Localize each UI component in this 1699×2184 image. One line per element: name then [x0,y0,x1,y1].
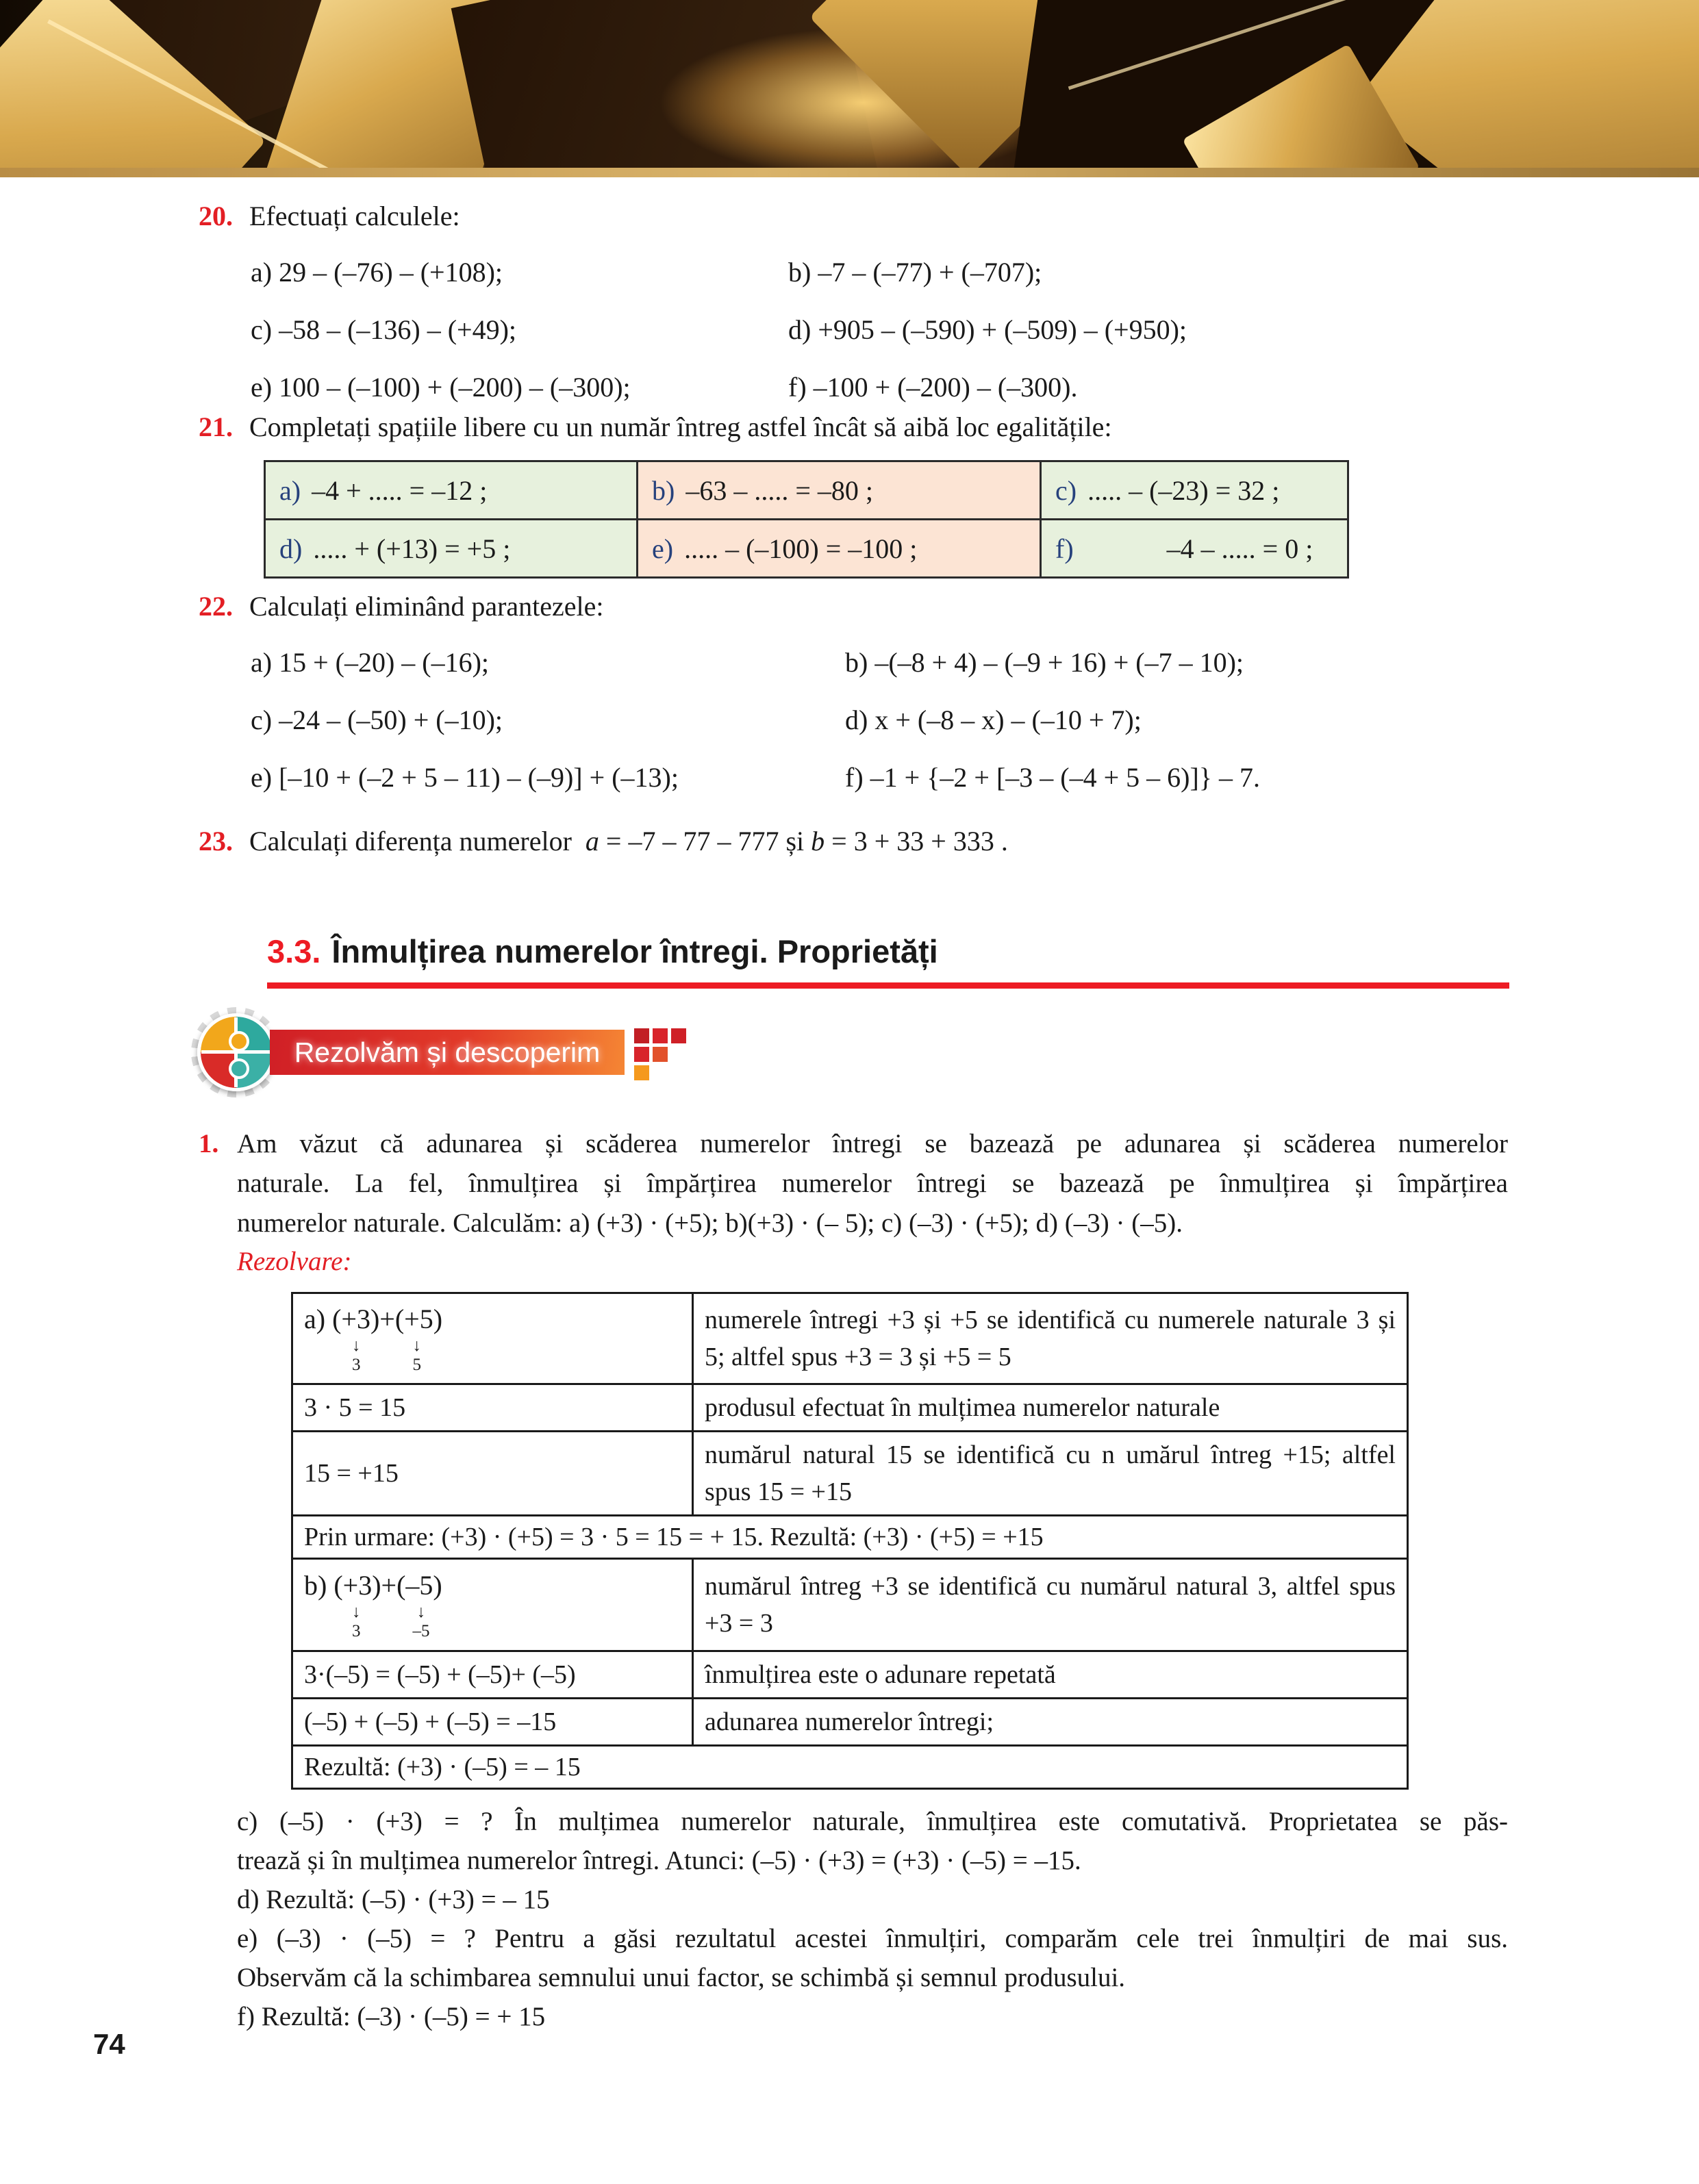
decor-square-empty [653,1065,668,1080]
decor-square [634,1065,649,1080]
solution-step-formula: 3 · 5 = 15 [292,1384,693,1432]
exercise-21 [199,411,1510,443]
decor-square [634,1047,649,1062]
decor-square [634,1028,649,1043]
solution-step-explanation: numărul întreg +3 se identifică cu numărul natural 3, altfel spus +3 = 3 [693,1559,1408,1651]
arrow-glyph: ↓ [352,1602,361,1621]
table-cell-d [265,520,638,578]
exercise-number: 23. [199,826,233,856]
banner-gold-strip [0,168,1699,177]
exercise-23-text [249,825,1008,857]
exercise-22 [199,590,1510,806]
cell-letter: f) [1055,533,1074,564]
cell-letter: d) [279,533,303,564]
exercise-item: f) –100 + (–200) – (–300). [788,371,1078,403]
solution-step-explanation: numărul natural 15 se identifică cu n umărul întreg +15; altfel spus 15 = +15 [693,1432,1408,1516]
solution-conclusion: Rezultă: (+3) · (–5) = – 15 [292,1746,1408,1789]
solution-conclusion: Prin urmare: (+3) · (+5) = 3 · 5 = 15 = + 15. Rezultă: (+3) · (+5) = +15 [292,1516,1408,1559]
cell-equation: –63 – ..... = –80 ; [685,474,873,506]
solution-step-formula [292,1293,693,1384]
exercise-title-text: Completați spațiile libere cu un număr întreg astfel încât să aibă loc egalitățile: [249,411,1112,442]
exercise-item: d) +905 – (–590) + (–509) – (+950); [788,314,1187,345]
note-line-f: f) Rezultă: (–3) · (–5) = + 15 [237,2002,546,2031]
note-line-e1: e) (–3) · (–5) = ? Pentru a găsi rezultatul acestei înmulțiri, comparăm cele trei înmulțiri de mai sus. [237,1924,1508,1953]
solution-step-formula [292,1559,693,1651]
exercise-item: b) –7 – (–77) + (–707); [788,256,1042,288]
cell-equation: ..... – (–100) = –100 ; [684,533,918,564]
decor-square [653,1047,668,1062]
note-line-e2: Observăm că la schimbarea semnului unui factor, se schimbă și semnul produsului. [237,1963,1126,1992]
equation-b: = 3 + 33 + 333 . [825,826,1008,856]
table-row [292,1293,1408,1384]
arrow-label: 3 [352,1355,361,1374]
decor-square [653,1028,668,1043]
solution-step-explanation: adunarea numerelor întregi; [693,1699,1408,1746]
exercise-21-table [264,460,1349,579]
down-arrow-icon [352,1603,361,1641]
arrow-glyph: ↓ [416,1602,426,1621]
table-row [292,1651,1408,1699]
cell-equation: –4 – ..... = 0 ; [1166,533,1313,564]
note-line-c1: c) (–5) · (+3) = ? În mulțimea numerelor naturale, înmulțirea este comutativă. Proprietatea se păs- [237,1807,1508,1836]
exercise-item: c) –58 – (–136) – (+49); [251,314,517,345]
solution-table [291,1292,1409,1790]
down-arrow-icon [413,1336,422,1375]
decor-square-empty [671,1065,686,1080]
pixel-squares-decoration [634,1028,686,1080]
exercise-number: 20. [199,201,233,231]
arrow-glyph: ↓ [352,1336,361,1355]
exercise-title-text: Calculați eliminând parantezele: [249,591,604,622]
formula-b: b) (+3)+(–5) [304,1569,442,1601]
exercise-22-title [199,590,1510,622]
problem-text [237,1124,1508,1243]
note-line-d: d) Rezultă: (–5) · (+3) = – 15 [237,1885,550,1914]
equation-a: = –7 – 77 – 777 [599,826,779,856]
decor-square [671,1028,686,1043]
table-cell-a [265,461,638,520]
gear-puzzle-icon [197,1013,275,1091]
exercise-text-prefix: Calculați diferența numerelor [249,826,572,856]
decor-square-empty [671,1047,686,1062]
down-arrow-icon [413,1603,430,1641]
exercise-item: f) –1 + {–2 + [–3 – (–4 + 5 – 6)]} – 7. [845,761,1260,793]
table-row [292,1746,1408,1789]
problem-text-line: naturale. La fel, înmulțirea și împărțirea numerelor întregi se bazează pe înmulțirea și împărțirea [237,1169,1508,1198]
exercise-title-text: Efectuați calculele: [249,201,460,231]
cell-letter: c) [1055,474,1077,506]
exercise-item: e) [–10 + (–2 + 5 – 11) – (–9)] + (–13); [251,761,679,793]
variable-b: b [811,826,825,856]
exercise-item: d) x + (–8 – x) – (–10 + 7); [845,704,1142,735]
solution-step-explanation: numerele întregi +3 și +5 se identifică cu numerele naturale 3 și 5; altfel spus +3 = 3 și +5 = 5 [693,1293,1408,1384]
rezolvam-badge [197,1012,718,1098]
table-cell-c [1041,461,1348,520]
arrow-label: 5 [412,1355,421,1374]
formula-a: a) (+3)+(+5) [304,1303,443,1334]
solution-step-formula: 3·(–5) = (–5) + (–5)+ (–5) [292,1651,693,1699]
solution-step-explanation: produsul efectuat în mulțimea numerelor naturale [693,1384,1408,1432]
cell-letter: a) [279,474,301,506]
exercise-item: c) –24 – (–50) + (–10); [251,704,503,735]
cell-equation: –4 + ..... = –12 ; [312,474,488,506]
table-row [292,1384,1408,1432]
table-row [292,1559,1408,1651]
exercise-20-items [251,243,1510,416]
note-line-c2: trează și în mulțimea numerelor întregi. Atunci: (–5) · (+3) = (+3) · (–5) = –15. [237,1846,1081,1875]
solution-step-formula: 15 = +15 [292,1432,693,1516]
solution-notes [237,1802,1508,2036]
problem-text-line: Am văzut că adunarea și scăderea numerelor întregi se bazează pe adunarea și scăderea numerelor [237,1129,1508,1158]
exercise-22-items [251,633,1510,806]
arrow-label: 3 [352,1621,361,1640]
exercise-21-title [199,411,1510,443]
exercise-23 [199,825,1008,857]
section-title: Înmulțirea numerelor întregi. Proprietăți [331,933,938,969]
cell-letter: e) [652,533,674,564]
table-cell-b [638,461,1041,520]
puzzle-knob [229,1031,249,1052]
problem-1 [199,1124,1508,1243]
exercise-number: 22. [199,591,233,622]
identification-arrows [352,1603,681,1641]
conjunction: și [785,826,805,856]
exercise-number: 21. [199,411,233,442]
arrow-label: –5 [412,1621,430,1640]
exercise-item: a) 15 + (–20) – (–16); [251,646,490,678]
problem-text-line: numerelor naturale. Calculăm: a) (+3) · (+5); b)(+3) · (– 5); c) (–3) · (+5); d) (–3) · (–5). [237,1208,1183,1238]
cell-letter: b) [652,474,675,506]
page-number: 74 [93,2028,125,2060]
table-cell-f [1041,520,1348,578]
arrow-glyph: ↓ [412,1336,421,1355]
badge-label: Rezolvăm și descoperim [270,1030,625,1075]
puzzle-knob [229,1058,249,1079]
exercise-item: b) –(–8 + 4) – (–9 + 16) + (–7 – 10); [845,646,1244,678]
variable-a: a [585,826,599,856]
table-row [292,1699,1408,1746]
solution-step-formula: (–5) + (–5) + (–5) = –15 [292,1699,693,1746]
table-cell-e [638,520,1041,578]
section-number: 3.3. [267,933,321,969]
exercise-item: a) 29 – (–76) – (+108); [251,256,503,288]
section-heading [267,932,1509,989]
problem-number: 1. [199,1129,219,1158]
down-arrow-icon [352,1336,361,1375]
exercise-20-title [199,200,1510,232]
cell-equation: ..... – (–23) = 32 ; [1087,474,1280,506]
rezolvare-label: Rezolvare: [237,1247,352,1276]
exercise-20 [199,200,1510,416]
header-banner-image [0,0,1699,168]
table-row [292,1516,1408,1559]
table-row [292,1432,1408,1516]
cell-equation: ..... + (+13) = +5 ; [313,533,511,564]
solution-step-explanation: înmulțirea este o adunare repetată [693,1651,1408,1699]
exercise-item: e) 100 – (–100) + (–200) – (–300); [251,371,631,403]
identification-arrows [352,1336,681,1375]
